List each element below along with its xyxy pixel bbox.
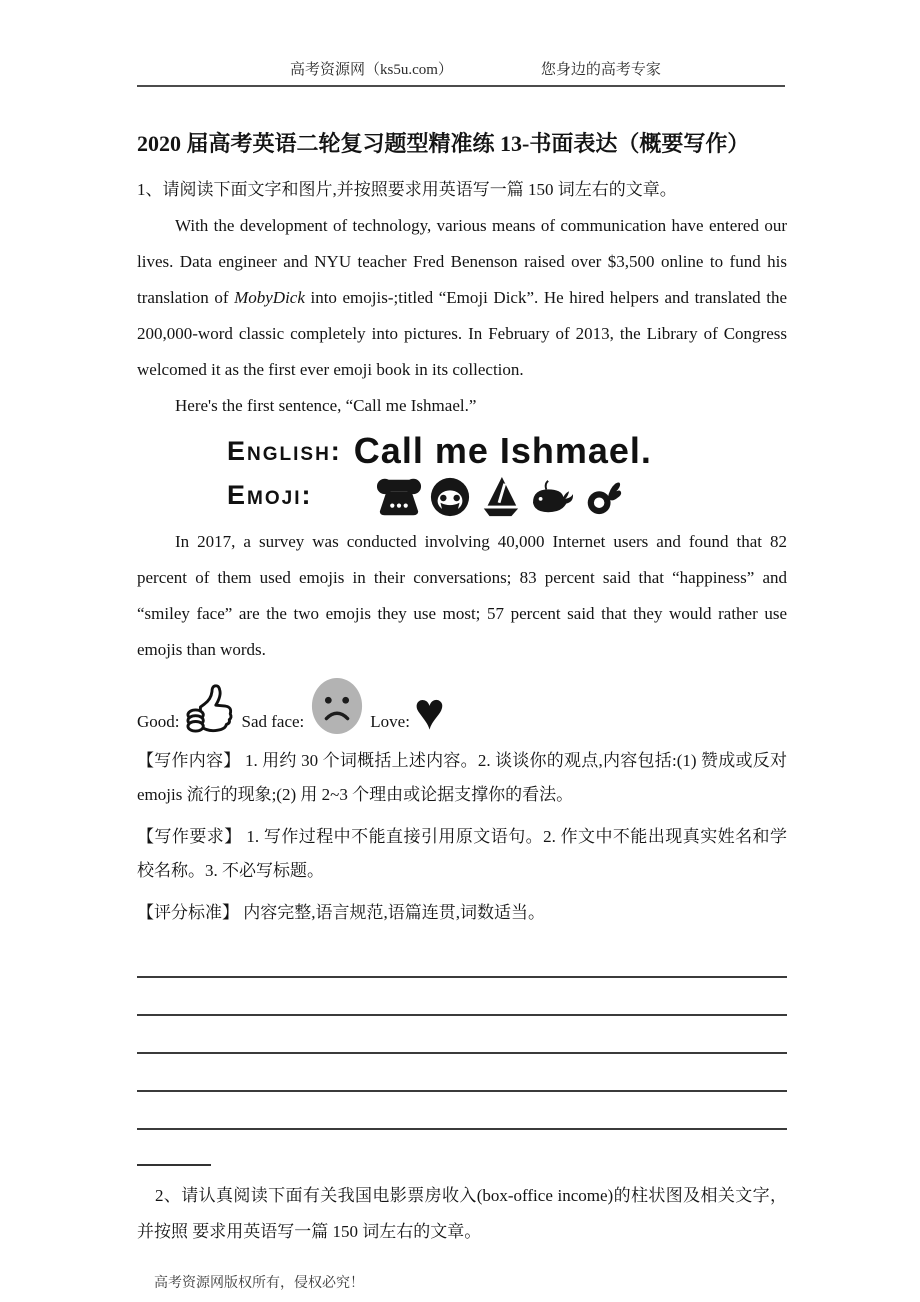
- passage-paragraph-3: In 2017, a survey was conducted involving 40,000 Internet users and found that 82 percent of them used emojis in their conversations; 83 percent said that “happiness” and “smiley face” are the two emojis they use most; 57 percent said that they would rather use emojis than words.: [137, 532, 787, 659]
- english-sentence: Call me Ishmael.: [353, 430, 652, 471]
- emoji-row: [376, 476, 622, 518]
- book-title-italic: MobyDick: [234, 288, 305, 307]
- english-row-label: English:: [227, 435, 342, 466]
- page-title: 2020 届高考英语二轮复习题型精准练 13-书面表达（概要写作）: [137, 131, 750, 156]
- answer-line: [137, 1054, 787, 1092]
- ok-hand-emoji-icon: [582, 477, 622, 517]
- whale-emoji-icon: [529, 478, 575, 516]
- emoji-translation-figure: [227, 430, 787, 518]
- answer-line: [137, 940, 787, 978]
- thumbs-up-icon: [186, 682, 236, 736]
- answer-line: [137, 1016, 787, 1054]
- writing-requirements-section: 【写作要求】 1. 写作过程中不能直接引用原文语句。2. 作文中不能出现真实姓名和学校名称。3. 不必写标题。: [137, 827, 787, 880]
- answer-line: [137, 1092, 787, 1130]
- good-label: Good:: [137, 712, 180, 731]
- page-header: [0, 0, 920, 87]
- man-face-emoji-icon: [429, 476, 471, 518]
- site-name: 高考资源网（ks5u.com）: [290, 62, 453, 78]
- question1-prompt: 1、请阅读下面文字和图片,并按照要求用英语写一篇 150 词左右的文章。: [137, 180, 677, 199]
- paragraph1-text-pre: With the development of technology, various means of communication have entered our lives. Data engineer and NYU teacher Fred Benenson raised over $3,500 online to fund his translation of: [137, 216, 787, 307]
- answer-line: [137, 978, 787, 1016]
- emoji-row-label: Emoji:: [227, 479, 313, 510]
- question2-prompt: 2、请认真阅读下面有关我国电影票房收入(box-office income)的柱状图及相关文字，并按照 要求用英语写一篇 150 词左右的文章。: [137, 1186, 787, 1241]
- heart-icon: ♥: [413, 684, 445, 741]
- header-divider: [137, 85, 785, 87]
- sad-face-icon: [310, 676, 364, 736]
- sad-face-label: Sad face:: [241, 712, 305, 731]
- answer-lines: [137, 940, 787, 1130]
- sailboat-emoji-icon: [478, 476, 522, 518]
- scoring-criteria-section: 【评分标准】 内容完整,语言规范,语篇连贯,词数适当。: [137, 903, 545, 922]
- love-label: Love:: [370, 712, 410, 731]
- short-answer-line: [137, 1164, 211, 1166]
- site-tagline: 您身边的高考专家: [540, 62, 661, 78]
- copyright-footer: 高考资源网版权所有，侵权必究！: [154, 1276, 364, 1291]
- emoji-legend: [137, 674, 787, 741]
- passage-paragraph-2: Here's the first sentence, “Call me Ishmael.”: [175, 396, 477, 415]
- telephone-emoji-icon: [376, 476, 422, 518]
- paragraph1-text-post: into emojis-;titled “Emoji Dick”. He hired helpers and translated the 200,000-word classic completely into pictures. In February of 2013, the Library of Congress welcomed it as the first ever emoji book in its collection.: [137, 288, 788, 379]
- writing-content-section: 【写作内容】 1. 用约 30 个词概括上述内容。2. 谈谈你的观点,内容包括:(1) 赞成或反对 emojis 流行的现象;(2) 用 2~3 个理由或论据支撑你的看法。: [137, 751, 787, 804]
- passage-paragraph-1: [137, 208, 787, 388]
